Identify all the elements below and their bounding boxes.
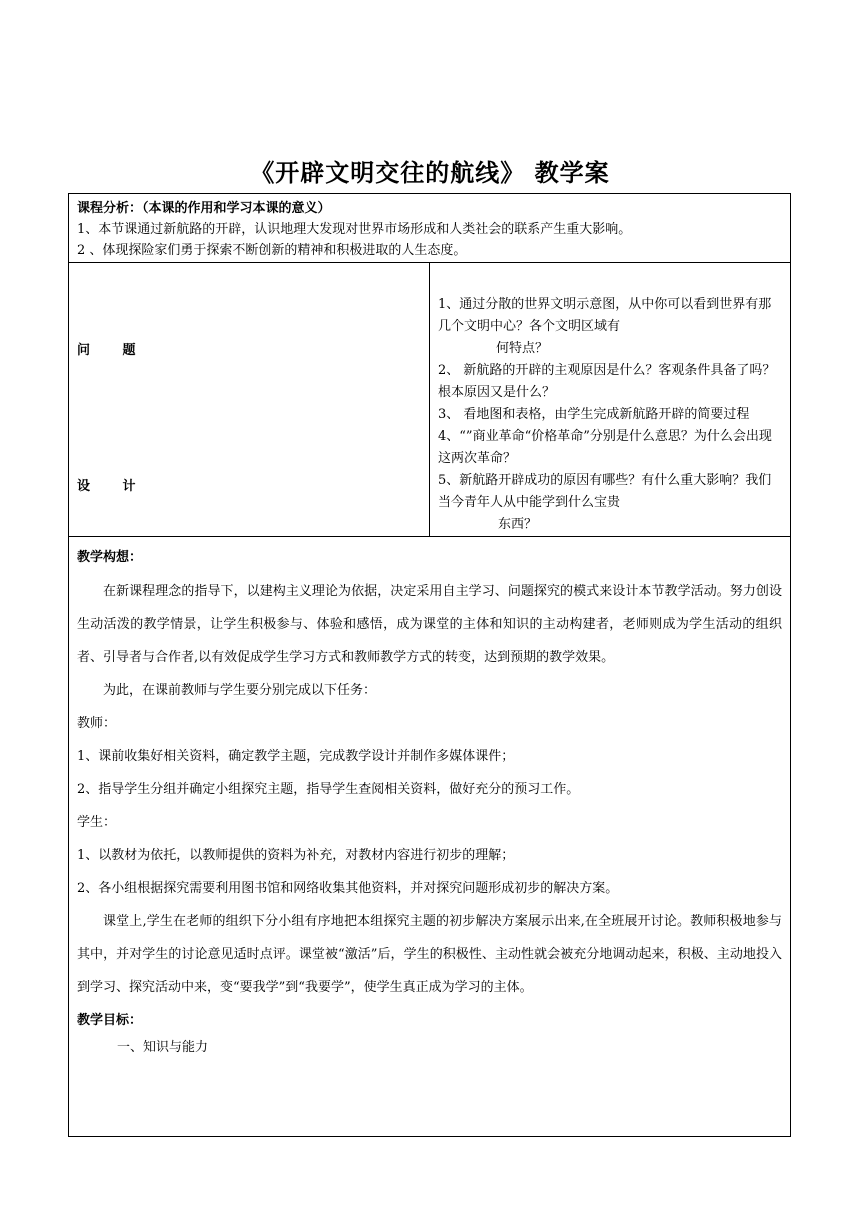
student-task: 1、以教材为依托，以教师提供的资料为补充，对教材内容进行初步的理解； [77, 848, 515, 863]
teaching-goals-heading: 教学目标： [77, 1013, 143, 1028]
teacher-task: 2、指导学生分组并确定小组探究主题，指导学生查阅相关资料，做好充分的预习工作。 [77, 782, 580, 797]
design-label: 设 计 [77, 479, 150, 494]
question-design-label-cell [69, 263, 430, 537]
analysis-item: 2 、体现探险家们勇于探索不断创新的精神和积极进取的人生态度。 [77, 243, 467, 258]
analysis-item: 1、本节课通过新航路的开辟，认识地理大发现对世界市场形成和人类社会的联系产生重大影响。 [77, 222, 632, 237]
question-item: 4、“”商业革命“价格革命”分别是什么意思？为什么会出现这两次革命？ [438, 429, 772, 466]
concept-paragraph: 课堂上,学生在老师的组织下分小组有序地把本组探究主题的初步解决方案展示出来,在全班展开讨论。教师积极地参与其中，并对学生的讨论意见适时点评。课堂被“激活”后，学生的积极性、主动性就会被充分地调动起来，积极、主动地投入到学习、探究活动中来，变“要我学”到“我要学”，使学生真正成为学习的主体。 [77, 914, 782, 995]
teaching-concept-cell [69, 537, 791, 1137]
student-task: 2、各小组根据探究需要利用图书馆和网络收集其他资料，并对探究问题形成初步的解决方案。 [77, 881, 619, 896]
teacher-label: 教师： [77, 716, 117, 731]
question-item: 1、通过分散的世界文明示意图，从中你可以看到世界有那几个文明中心？各个文明区域有 何特点？ [438, 297, 772, 356]
question-item: 5、新航路开辟成功的原因有哪些？有什么重大影响？我们当今青年人从中能学到什么宝贵 东西？ [438, 473, 772, 532]
student-label: 学生： [77, 815, 117, 830]
concept-paragraph: 为此，在课前教师与学生要分别完成以下任务： [103, 683, 377, 698]
teacher-task: 1、课前收集好相关资料，确定教学主题，完成教学设计并制作多媒体课件； [77, 749, 515, 764]
question-list-cell [430, 263, 791, 537]
course-analysis-heading: 课程分析：（本课的作用和学习本课的意义） [77, 201, 331, 216]
teaching-concept-heading: 教学构想： [77, 550, 143, 565]
course-analysis-cell [69, 194, 791, 263]
goal-item: 一、知识与能力 [117, 1040, 209, 1055]
lesson-plan-table [68, 193, 791, 1137]
question-label: 问 题 [77, 343, 150, 358]
page-title: 《开辟文明交往的航线》 教学案 [250, 158, 610, 187]
question-item: 2、 新航路的开辟的主观原因是什么？客观条件具备了吗？根本原因又是什么？ [438, 363, 776, 400]
concept-paragraph: 在新课程理念的指导下，以建构主义理论为依据，决定采用自主学习、问题探究的模式来设计本节教学活动。努力创设生动活泼的教学情景，让学生积极参与、体验和感悟，成为课堂的主体和知识的主动构建者，老师则成为学生活动的组织者、引导者与合作者,以有效促成学生学习方式和教师教学方式的转变，达到预期的教学效果。 [77, 584, 782, 665]
question-item: 3、 看地图和表格，由学生完成新航路开辟的简要过程 [438, 407, 750, 422]
